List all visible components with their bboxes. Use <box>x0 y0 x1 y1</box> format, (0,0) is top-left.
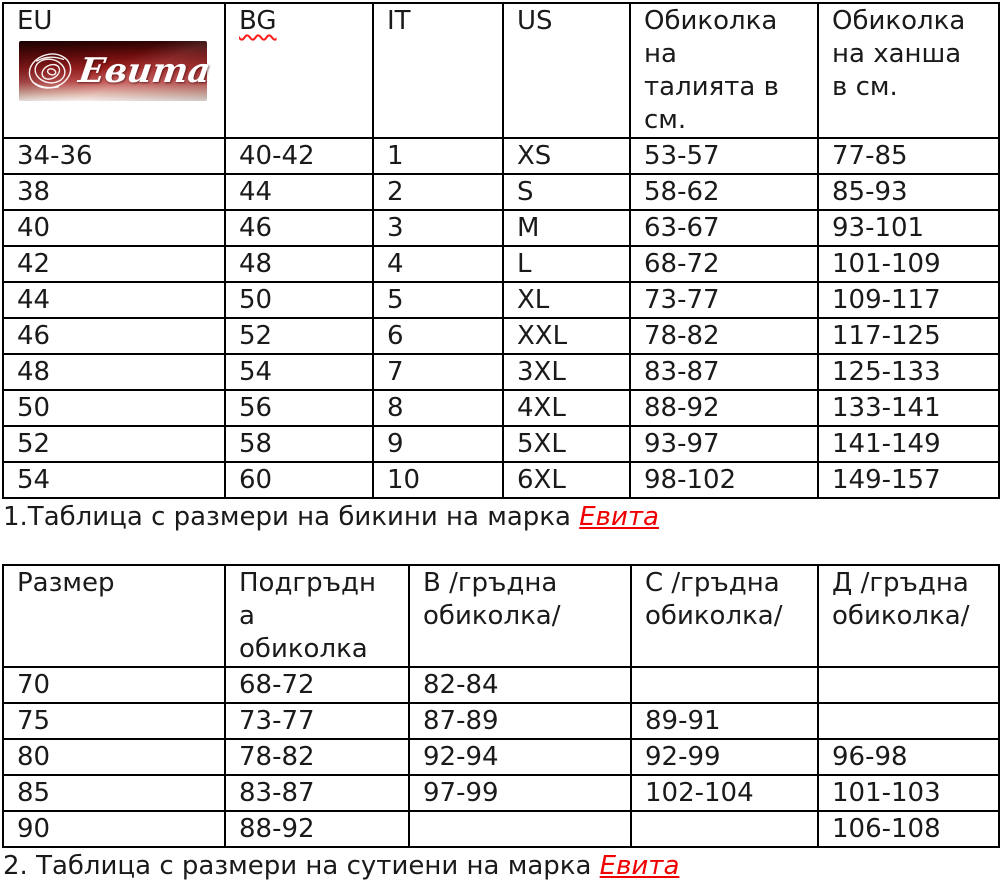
t2-cell: 82-84 <box>409 667 631 703</box>
t1-cell: 48 <box>225 246 373 282</box>
t2-cell: 101-103 <box>818 775 999 811</box>
t2-header-row <box>3 565 999 667</box>
t1-cell: 93-101 <box>818 210 999 246</box>
t1-cell: S <box>503 174 630 210</box>
t2-col-size-label: Размер <box>17 568 115 598</box>
t1-cell: XXL <box>503 318 630 354</box>
evita-logo-text: Евита <box>76 50 213 91</box>
t1-cell: 88-92 <box>630 390 818 426</box>
t2-cell: 90 <box>3 811 225 847</box>
t2-cell: 80 <box>3 739 225 775</box>
t2-cell: 70 <box>3 667 225 703</box>
t1-cell: 7 <box>373 354 503 390</box>
t2-cell: 83-87 <box>225 775 409 811</box>
t1-cell: 78-82 <box>630 318 818 354</box>
t1-cell: 50 <box>225 282 373 318</box>
t2-col-cup-b: В /гръдна обиколка/ <box>409 565 631 667</box>
t2-cell: 96-98 <box>818 739 999 775</box>
t2-cell: 88-92 <box>225 811 409 847</box>
t2-cell <box>631 811 818 847</box>
table1-caption-text: 1.Таблица с размери на бикини на марка <box>3 502 580 532</box>
t1-cell: 1 <box>373 138 503 174</box>
t1-cell: 56 <box>225 390 373 426</box>
t1-row <box>3 174 999 210</box>
t1-cell: 3 <box>373 210 503 246</box>
evita-logo-banner <box>19 41 213 101</box>
t1-cell: 54 <box>3 462 225 498</box>
t1-cell: 4XL <box>503 390 630 426</box>
t1-cell: M <box>503 210 630 246</box>
t1-cell: 3XL <box>503 354 630 390</box>
t1-cell: 63-67 <box>630 210 818 246</box>
t2-row <box>3 667 999 703</box>
t1-row <box>3 318 999 354</box>
t1-cell: XS <box>503 138 630 174</box>
t1-cell: 5 <box>373 282 503 318</box>
t1-cell: 53-57 <box>630 138 818 174</box>
t2-col-cup-c: С /гръдна обиколка/ <box>631 565 818 667</box>
t1-cell: 34-36 <box>3 138 225 174</box>
t1-cell: 101-109 <box>818 246 999 282</box>
t1-cell: 46 <box>225 210 373 246</box>
t1-row <box>3 282 999 318</box>
t1-cell: 60 <box>225 462 373 498</box>
t2-cell <box>818 703 999 739</box>
t1-cell: 133-141 <box>818 390 999 426</box>
t2-cell: 102-104 <box>631 775 818 811</box>
t2-cell: 106-108 <box>818 811 999 847</box>
t1-row <box>3 354 999 390</box>
t1-cell: XL <box>503 282 630 318</box>
t2-cell: 85 <box>3 775 225 811</box>
table2-caption-brand-link[interactable]: Евита <box>599 851 680 881</box>
t1-row <box>3 246 999 282</box>
t1-col-waist: Обиколка на талията в см. <box>630 3 818 138</box>
t1-cell: 9 <box>373 426 503 462</box>
t1-col-hip: Обиколка на ханша в см. <box>818 3 999 138</box>
table2-caption <box>3 850 1000 883</box>
t1-cell: 46 <box>3 318 225 354</box>
table1-caption-brand-link[interactable]: Евита <box>579 502 659 532</box>
t1-cell: 4 <box>373 246 503 282</box>
t1-cell: 52 <box>3 426 225 462</box>
t1-cell: 54 <box>225 354 373 390</box>
t2-col-cup-d: Д /гръдна обиколка/ <box>818 565 999 667</box>
t1-cell: 85-93 <box>818 174 999 210</box>
t1-cell: 93-97 <box>630 426 818 462</box>
t1-col-us-label: US <box>517 6 553 36</box>
t1-col-eu-label: EU <box>17 6 53 36</box>
t2-row <box>3 739 999 775</box>
t1-col-bg-label: BG <box>239 6 277 36</box>
t1-cell: 44 <box>3 282 225 318</box>
t1-cell: 6 <box>373 318 503 354</box>
table1-caption <box>3 501 1000 534</box>
t1-cell: 6XL <box>503 462 630 498</box>
t2-row <box>3 775 999 811</box>
t1-cell: 73-77 <box>630 282 818 318</box>
t1-cell: 2 <box>373 174 503 210</box>
t1-col-eu <box>3 3 225 138</box>
t1-cell: 109-117 <box>818 282 999 318</box>
t1-col-us <box>503 3 630 138</box>
t2-cell: 68-72 <box>225 667 409 703</box>
t1-cell: 48 <box>3 354 225 390</box>
rose-sketch-icon <box>25 46 75 96</box>
t1-col-bg <box>225 3 373 138</box>
t2-cell: 89-91 <box>631 703 818 739</box>
t1-cell: L <box>503 246 630 282</box>
t2-cell: 78-82 <box>225 739 409 775</box>
t1-cell: 42 <box>3 246 225 282</box>
t1-row <box>3 210 999 246</box>
t2-cell <box>818 667 999 703</box>
t1-cell: 125-133 <box>818 354 999 390</box>
t2-cell <box>631 667 818 703</box>
t1-cell: 40 <box>3 210 225 246</box>
t1-cell: 58-62 <box>630 174 818 210</box>
t1-cell: 117-125 <box>818 318 999 354</box>
t2-col-size <box>3 565 225 667</box>
t1-cell: 58 <box>225 426 373 462</box>
t1-row <box>3 390 999 426</box>
t1-cell: 44 <box>225 174 373 210</box>
t2-cell: 87-89 <box>409 703 631 739</box>
t1-header-row <box>3 3 999 138</box>
t1-cell: 38 <box>3 174 225 210</box>
t2-col-underbust: Подгръдн а обиколка <box>225 565 409 667</box>
t1-row <box>3 462 999 498</box>
t2-cell: 92-94 <box>409 739 631 775</box>
t1-cell: 83-87 <box>630 354 818 390</box>
bra-size-table <box>2 564 1000 848</box>
t1-row <box>3 138 999 174</box>
t2-cell: 92-99 <box>631 739 818 775</box>
t2-row <box>3 703 999 739</box>
t1-cell: 40-42 <box>225 138 373 174</box>
t1-cell: 98-102 <box>630 462 818 498</box>
bikini-size-table <box>2 2 1000 499</box>
t1-cell: 68-72 <box>630 246 818 282</box>
t2-cell <box>409 811 631 847</box>
t1-cell: 141-149 <box>818 426 999 462</box>
t1-cell: 10 <box>373 462 503 498</box>
t2-cell: 73-77 <box>225 703 409 739</box>
t2-row <box>3 811 999 847</box>
t1-col-it-label: IT <box>387 6 411 36</box>
t1-cell: 52 <box>225 318 373 354</box>
t1-col-it <box>373 3 503 138</box>
t1-cell: 77-85 <box>818 138 999 174</box>
t1-cell: 50 <box>3 390 225 426</box>
t1-row <box>3 426 999 462</box>
t1-cell: 149-157 <box>818 462 999 498</box>
table2-caption-text: 2. Таблица с размери на сутиени на марка <box>3 851 600 881</box>
t1-cell: 8 <box>373 390 503 426</box>
t2-cell: 97-99 <box>409 775 631 811</box>
t2-cell: 75 <box>3 703 225 739</box>
t1-cell: 5XL <box>503 426 630 462</box>
